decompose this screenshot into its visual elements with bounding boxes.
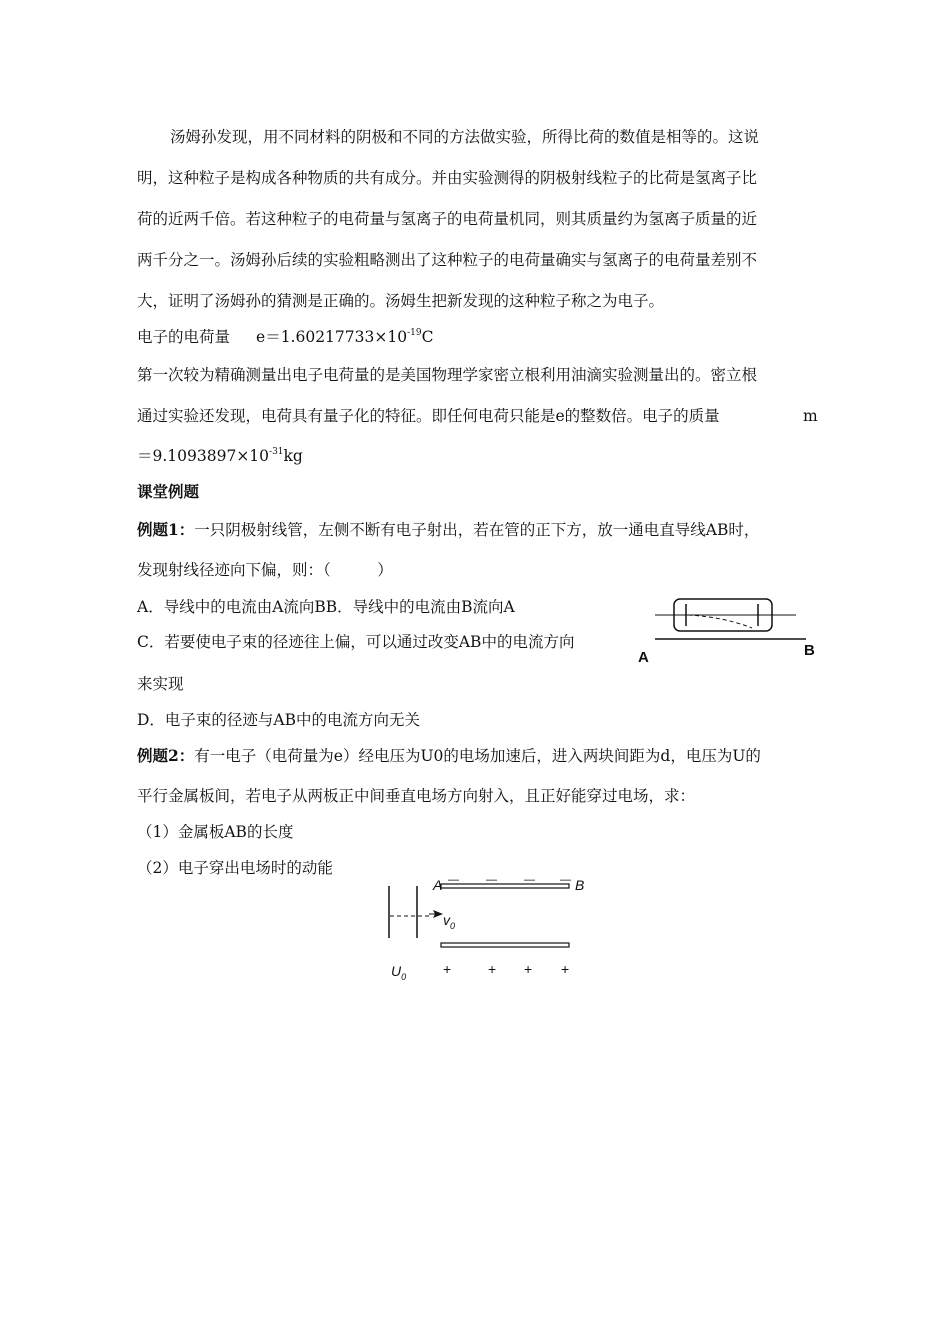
top-plate-sign-2: — <box>486 874 497 886</box>
bottom-plate-sign-2: + <box>488 961 497 977</box>
wire-end-b-label: B <box>804 642 815 659</box>
bottom-plate-sign-4: + <box>561 961 570 977</box>
cathode-ray-tube-figure <box>654 597 814 647</box>
velocity-label: $v_0$ <box>443 912 456 931</box>
charge-label: 电子的电荷量 <box>137 328 231 346</box>
bottom-plate-sign-1: + <box>443 961 452 977</box>
example-1-line-1: 例题1：一只阴极射线管，左侧不断有电子射出，若在管的正下方，放一通电直导线AB时， <box>137 520 760 539</box>
example-1-line-2: 发现射线径迹向下偏，则：（ ） <box>137 561 393 579</box>
mass-symbol: m <box>803 407 818 425</box>
example-2-question-2: （2）电子穿出电场时的动能 <box>137 859 333 877</box>
paragraph-1-line-3: 荷的近两千倍。若这种粒子的电荷量与氢离子的电荷量机同，则其质量约为氢离子质量的近 <box>137 210 758 228</box>
paragraph-2-line-1: 第一次较为精确测量出电子电荷量的是美国物理学家密立根利用油滴实验测量出的。密立根 <box>137 366 758 384</box>
electron-mass-line <box>137 446 303 466</box>
bottom-metal-plate <box>441 943 569 947</box>
bottom-plate-sign-3: + <box>524 961 533 977</box>
charge-exponent: -19 <box>407 328 422 338</box>
electron-beam-path <box>688 615 752 628</box>
example-2-label: 例题2： <box>137 746 195 765</box>
velocity-subscript: 0 <box>450 920 456 931</box>
top-plate-sign-3: — <box>524 874 535 886</box>
mass-exponent: -31 <box>269 447 284 457</box>
electron-charge-line <box>137 327 433 347</box>
example-1-option-c: C．若要使电子束的径迹往上偏，可以通过改变AB中的电流方向 <box>137 633 575 651</box>
top-metal-plate <box>441 884 569 888</box>
example-1-option-c-cont: 来实现 <box>137 675 184 693</box>
charge-unit: C <box>421 328 434 346</box>
paragraph-1-line-1: 汤姆孙发现，用不同材料的阴极和不同的方法做实验，所得比荷的数值是相等的。这说 <box>170 128 760 146</box>
example-1-option-ab: A．导线中的电流由A流向BB．导线中的电流由B流向A <box>137 598 515 616</box>
section-title: 课堂例题 <box>137 482 200 501</box>
plate-a-label: A <box>433 877 443 893</box>
example-2-question-1: （1）金属板AB的长度 <box>137 823 294 841</box>
plate-b-label: B <box>575 877 585 893</box>
wire-end-a-label: A <box>638 649 649 666</box>
paragraph-2-line-2: 通过实验还发现，电荷具有量子化的特征。即任何电荷只能是e的整数倍。电子的质量 <box>137 407 720 425</box>
paragraph-1-line-2: 明，这种粒子是构成各种物质的共有成分。并由实验测得的阴极射线粒子的比荷是氢离子比 <box>137 169 758 187</box>
example-1-option-d: D．电子束的径迹与AB中的电流方向无关 <box>137 711 421 729</box>
voltage-label: $U_0$ <box>391 963 407 982</box>
mass-unit: kg <box>283 447 303 465</box>
mass-value: ＝9.1093897×10 <box>137 447 270 465</box>
paragraph-1-line-5: 大，证明了汤姆孙的猜测是正确的。汤姆生把新发现的这种粒子称之为电子。 <box>137 292 665 310</box>
parallel-plates-figure <box>385 882 585 962</box>
paragraph-1-line-4: 两千分之一。汤姆孙后续的实验粗略测出了这种粒子的电荷量确实与氢离子的电荷量差别不 <box>137 251 758 269</box>
example-2-line-2: 平行金属板间，若电子从两板正中间垂直电场方向射入，且正好能穿过电场，求： <box>137 787 696 805</box>
top-plate-sign-1: — <box>448 874 459 886</box>
example-2-line-1: 例题2：有一电子（电荷量为e）经电压为U0的电场加速后，进入两块间距为d，电压为U的 <box>137 746 761 765</box>
charge-value: e＝1.60217733×10 <box>256 328 408 346</box>
example-1-label: 例题1： <box>137 520 195 539</box>
voltage-subscript: 0 <box>401 971 407 982</box>
top-plate-sign-4: — <box>560 874 571 886</box>
